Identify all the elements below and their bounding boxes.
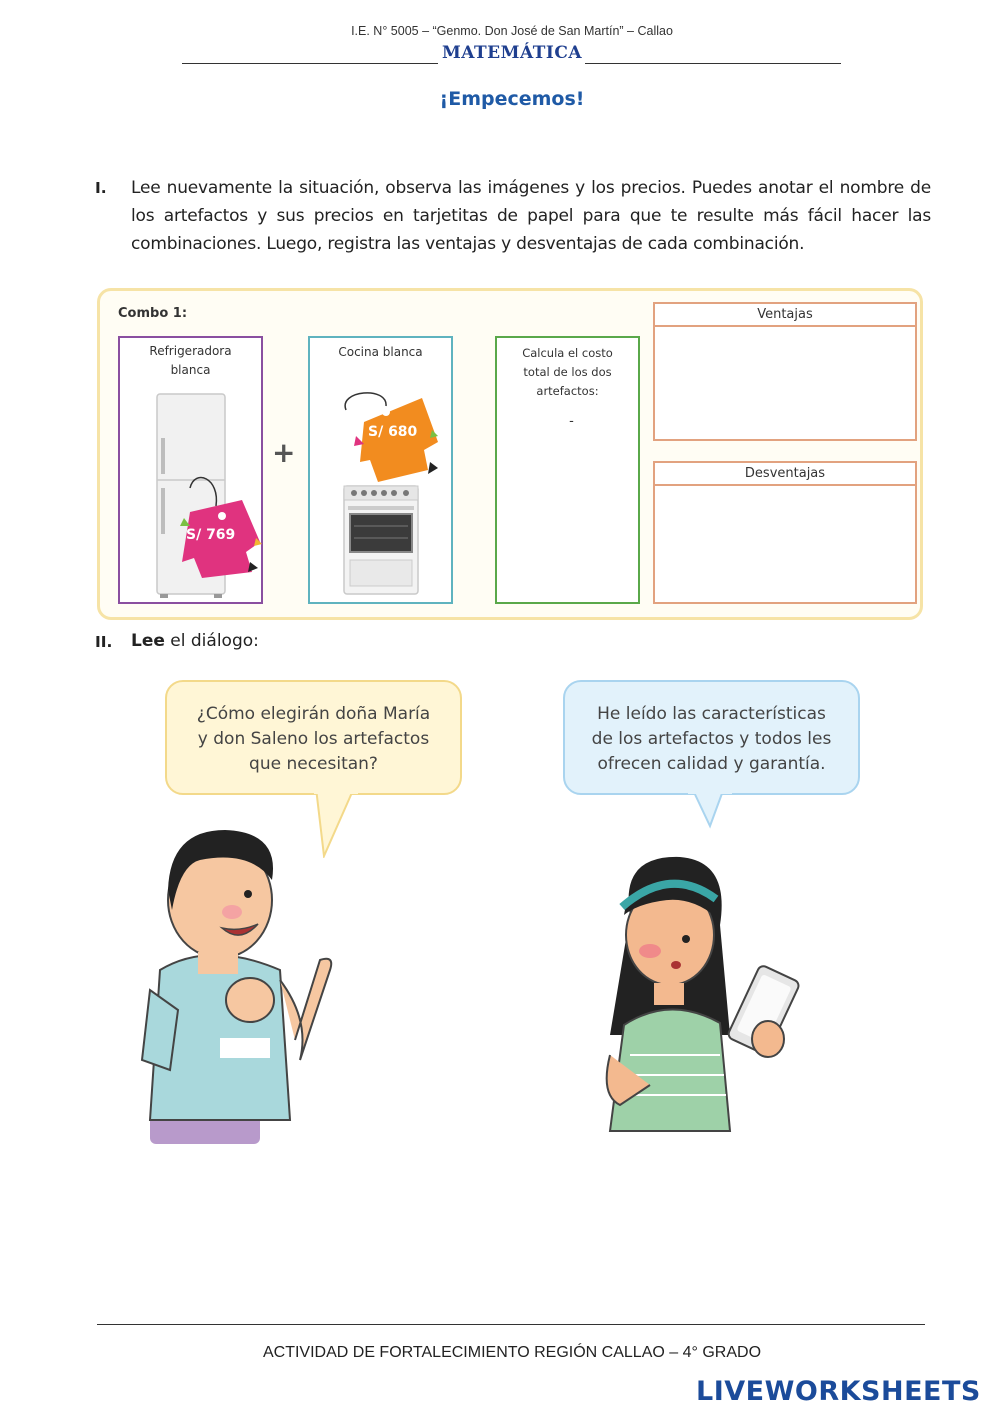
stove-tag-shape — [360, 398, 438, 482]
advantages-header: Ventajas — [653, 302, 917, 327]
footer-rule — [97, 1324, 925, 1325]
stove-card — [308, 336, 453, 604]
boy-line-2: y don Saleno los artefactos — [197, 729, 430, 749]
header-rule-left — [182, 63, 438, 64]
calc-line2: total de los dos — [523, 365, 612, 379]
boy-speech-bubble — [165, 680, 462, 795]
boy-illustration — [130, 820, 350, 1150]
total-cost-answer[interactable]: - — [569, 414, 574, 429]
section-2-rest: el diálogo: — [164, 631, 259, 651]
fridge-card — [118, 336, 263, 604]
stove-label: Cocina blanca — [338, 345, 423, 359]
disadvantages-header: Desventajas — [653, 461, 917, 486]
calc-line1: Calcula el costo — [522, 346, 613, 360]
stove-price: S/ 680 — [368, 424, 418, 440]
plus-sign: + — [272, 436, 296, 469]
fridge-price: S/ 769 — [186, 527, 236, 543]
advantages-answer-box[interactable] — [653, 327, 917, 441]
section-2-bold-word: Lee — [131, 631, 165, 651]
boy-line-1: ¿Cómo elegirán doña María — [196, 704, 431, 724]
disadvantages-answer-box[interactable] — [653, 486, 917, 604]
fridge-label-line1: Refrigeradora — [149, 344, 232, 358]
page-title: ¡Empecemos! — [439, 88, 585, 110]
header-rule-right — [585, 63, 841, 64]
footer-text: ACTIVIDAD DE FORTALECIMIENTO REGIÓN CALLAO – 4° GRADO — [262, 1344, 762, 1361]
girl-line-1: He leído las características — [597, 704, 826, 724]
boy-line-3: que necesitan? — [249, 754, 378, 774]
section-1-number: I. — [95, 179, 107, 197]
stove-icon — [310, 478, 451, 602]
calc-line3: artefactos: — [536, 384, 599, 398]
liveworksheets-logo: LIVEWORKSHEETS — [696, 1376, 981, 1407]
girl-line-3: ofrecen calidad y garantía. — [597, 754, 826, 774]
section-2-instructions — [131, 631, 259, 651]
section-2-number: II. — [95, 633, 113, 651]
girl-illustration — [590, 855, 810, 1135]
total-cost-card — [495, 336, 640, 604]
girl-line-2: de los artefactos y todos les — [591, 729, 832, 749]
combo-title: Combo 1: — [118, 306, 188, 321]
fridge-label-line2: blanca — [170, 363, 211, 377]
girl-speech-bubble — [563, 680, 860, 795]
girl-bubble-tail — [688, 786, 732, 830]
section-1-instructions: Lee nuevamente la situación, observa las imágenes y los precios. Puedes anotar el nombre de los artefactos y sus precios en tarjetitas de papel para que te resulte más fácil hacer las combinaciones. Luego, registra las ventajas y desventajas de cada combinación. — [131, 178, 931, 254]
school-name: I.E. N° 5005 – “Genmo. Don José de San Martín” – Callao — [351, 24, 673, 38]
subject-title: MATEMÁTICA — [441, 43, 583, 63]
